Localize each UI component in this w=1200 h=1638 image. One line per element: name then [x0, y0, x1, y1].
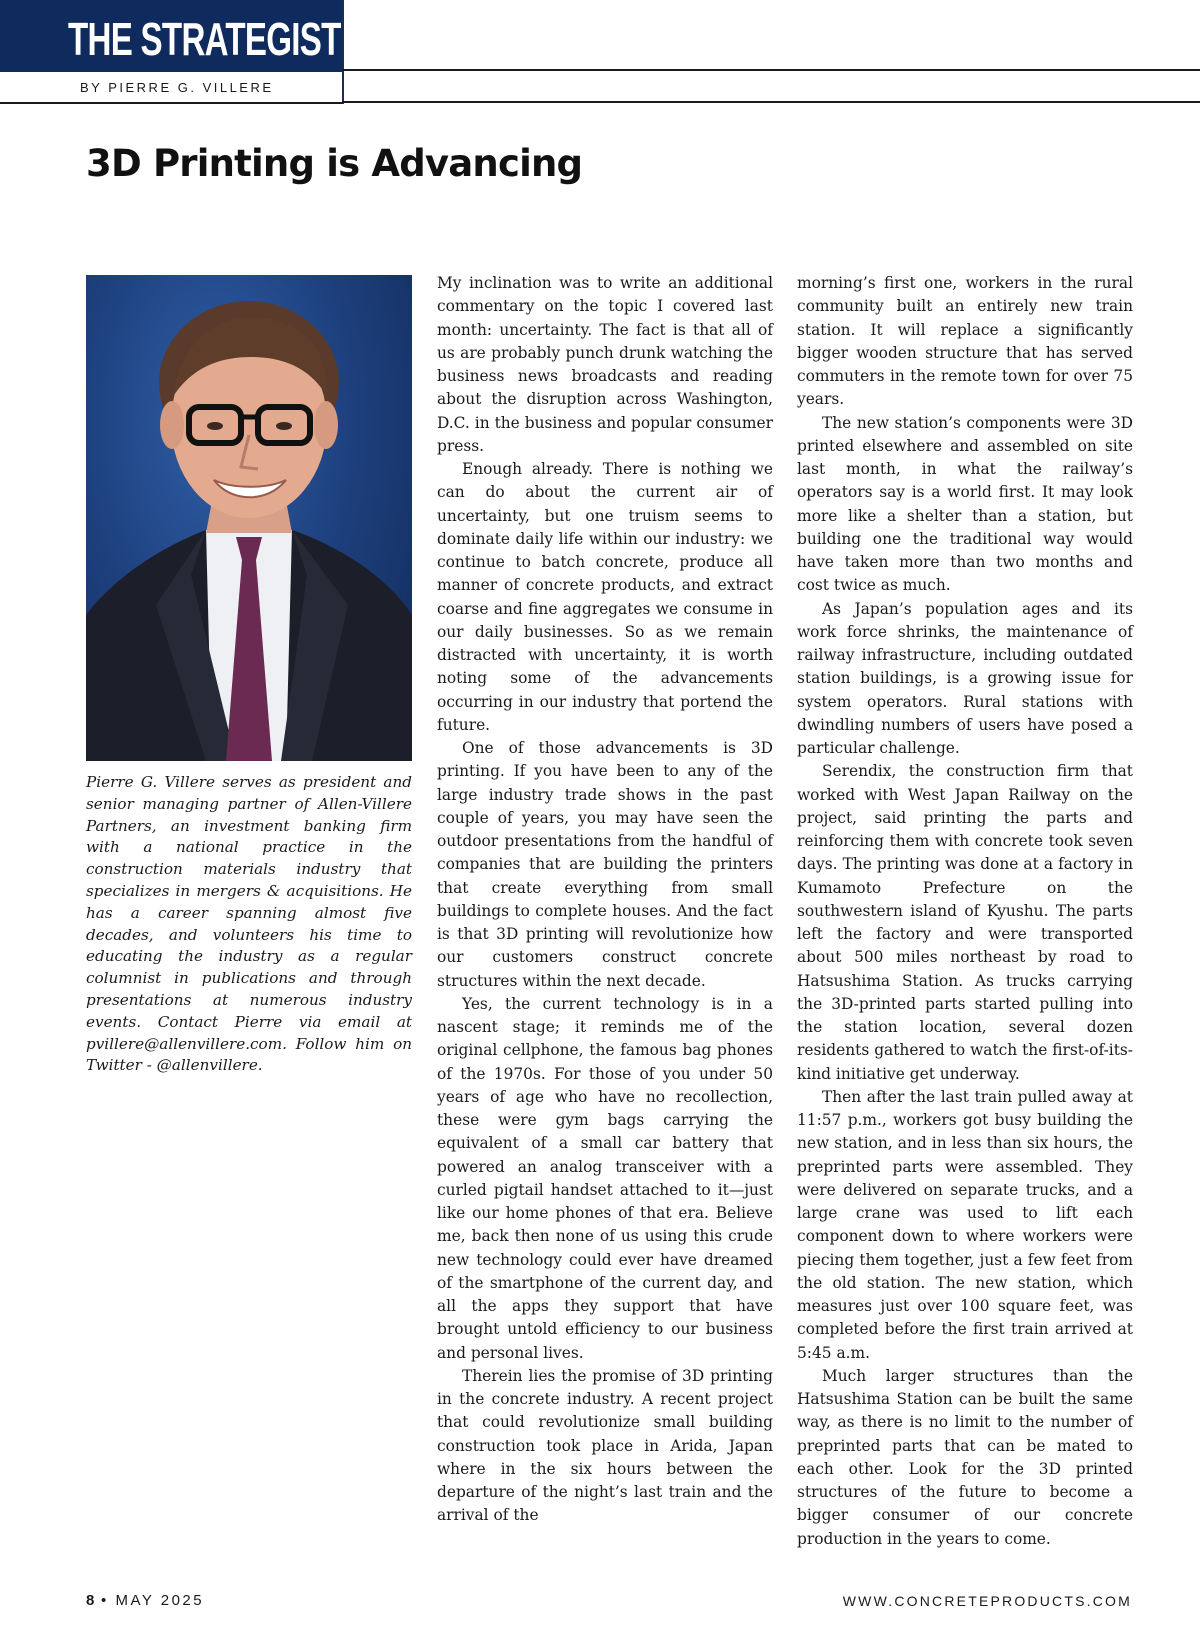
column-title: THE STRATEGIST — [68, 13, 341, 65]
article-paragraph: morning’s first one, workers in the rural community built an entirely new train station. It will replace a significantly bigger wooden structure that has served commuters in the remote town for over 75 years. — [797, 274, 1133, 409]
article-paragraph: Serendix, the construction firm that worked with West Japan Railway on the project, said printing the parts and reinforcing them with concrete took seven days. The printing was done at a factory in Kumamoto Prefecture on the southwestern island of Kyushu. The parts left the factory and were transported about 500 miles northeast by road to Hatsushima Station. As trucks carrying the 3D-printed parts started pulling into the station location, several dozen residents gathered to watch the first-of-its-kind initiative get underway. — [797, 762, 1133, 1083]
article-column-1 — [437, 272, 773, 1528]
article-headline: 3D Printing is Advancing — [86, 142, 583, 185]
issue-date: MAY 2025 — [115, 1592, 205, 1609]
article-paragraph: Enough already. There is nothing we can do about the current air of uncertainty, but one truism seems to dominate daily life within our industry: we continue to batch concrete, produce all manner of concrete products, and extract coarse and fine aggregates we consume in our daily businesses. So as we remain distracted with uncertainty, it is worth noting some of the advancements occurring in our industry that portend the future. — [437, 460, 773, 734]
column-masthead — [0, 0, 344, 104]
article-paragraph: Yes, the current technology is in a nascent stage; it reminds me of the original cellphone, the famous bag phones of the 1970s. For those of you under 50 years of age who have no recollection, these were gym bags carrying the equivalent of a small car battery that powered an analog transceiver with a curled pigtail handset attached to it—just like our home phones of that era. Believe me, back then none of us using this crude new technology could ever have dreamed of the smartphone of the current day, and all the apps they support that have brought untold efficiency to our business and personal lives. — [437, 994, 773, 1362]
article-paragraph: Then after the last train pulled away at 11:57 p.m., workers got busy building the new station, and in less than six hours, the preprinted parts were assembled. They were delivered on separate trucks, and a large crane was used to lift each component down to where workers were piecing them together, just a few feet from the old station. The new station, which measures just over 100 square feet, was completed before the first train arrived at 5:45 a.m. — [797, 1087, 1133, 1362]
website-url: WWW.CONCRETEPRODUCTS.COM — [842, 1593, 1132, 1609]
article-paragraph: As Japan’s population ages and its work force shrinks, the maintenance of railway infrastructure, including outdated station buildings, is a growing issue for system operators. Rural stations with dwindling numbers of users have posed a particular challenge. — [797, 599, 1133, 757]
article-paragraph: The new station’s components were 3D printed elsewhere and assembled on site last month, in what the railway’s operators say is a world first. It may look more like a shelter than a station, but building one the traditional way would have taken more than two months and cost twice as much. — [797, 413, 1133, 595]
article-paragraph: Therein lies the promise of 3D printing in the concrete industry. A recent project that could revolutionize small building construction took place in Arida, Japan where in the six hours between the departure of the night’s last train and the arrival of the — [437, 1366, 773, 1525]
page-number: 8 — [86, 1592, 95, 1609]
article-paragraph: Much larger structures than the Hatsushima Station can be built the same way, as there is no limit to the number of preprinted parts that can be mated to each other. Look for the 3D printed structures of the future to become a bigger consumer of our concrete production in the years to come. — [797, 1366, 1133, 1548]
author-bio: Pierre G. Villere serves as president and senior managing partner of Allen-Villere Partners, an investment banking firm with a national practice in the construction materials industry that specializes in mergers & acquisitions. He has a career spanning almost five decades, and volunteers his time to educating the industry as a regular columnist in publications and through presentations at numerous industry events. Contact Pierre via email at pvillere@allenvillere.com. Follow him on Twitter - @allenvillere. — [86, 773, 412, 1075]
article-column-2 — [797, 272, 1133, 1551]
article-paragraph: My inclination was to write an additional commentary on the topic I covered last month: uncertainty. The fact is that all of us are probably punch drunk watching the business news broadcasts and reading about the disruption across Washington, D.C. in the business and popular consumer press. — [437, 274, 773, 455]
masthead-rule-bottom — [0, 102, 342, 104]
header-rule-bottom — [342, 101, 1200, 103]
header-rule-top — [342, 69, 1200, 71]
article-paragraph: One of those advancements is 3D printing. If you have been to any of the large industry trade shows in the past couple of years, you may have seen the outdoor presentations from the handful of companies that are building the printers that create everything from small buildings to complete houses. And the fact is that 3D printing will revolutionize how our customers construct concrete structures within the next decade. — [437, 739, 773, 990]
byline: BY PIERRE G. VILLERE — [80, 80, 274, 95]
page-folio — [86, 1592, 204, 1609]
author-portrait-illustration — [86, 275, 412, 761]
author-photo — [86, 275, 412, 761]
folio-separator: • — [101, 1592, 109, 1609]
